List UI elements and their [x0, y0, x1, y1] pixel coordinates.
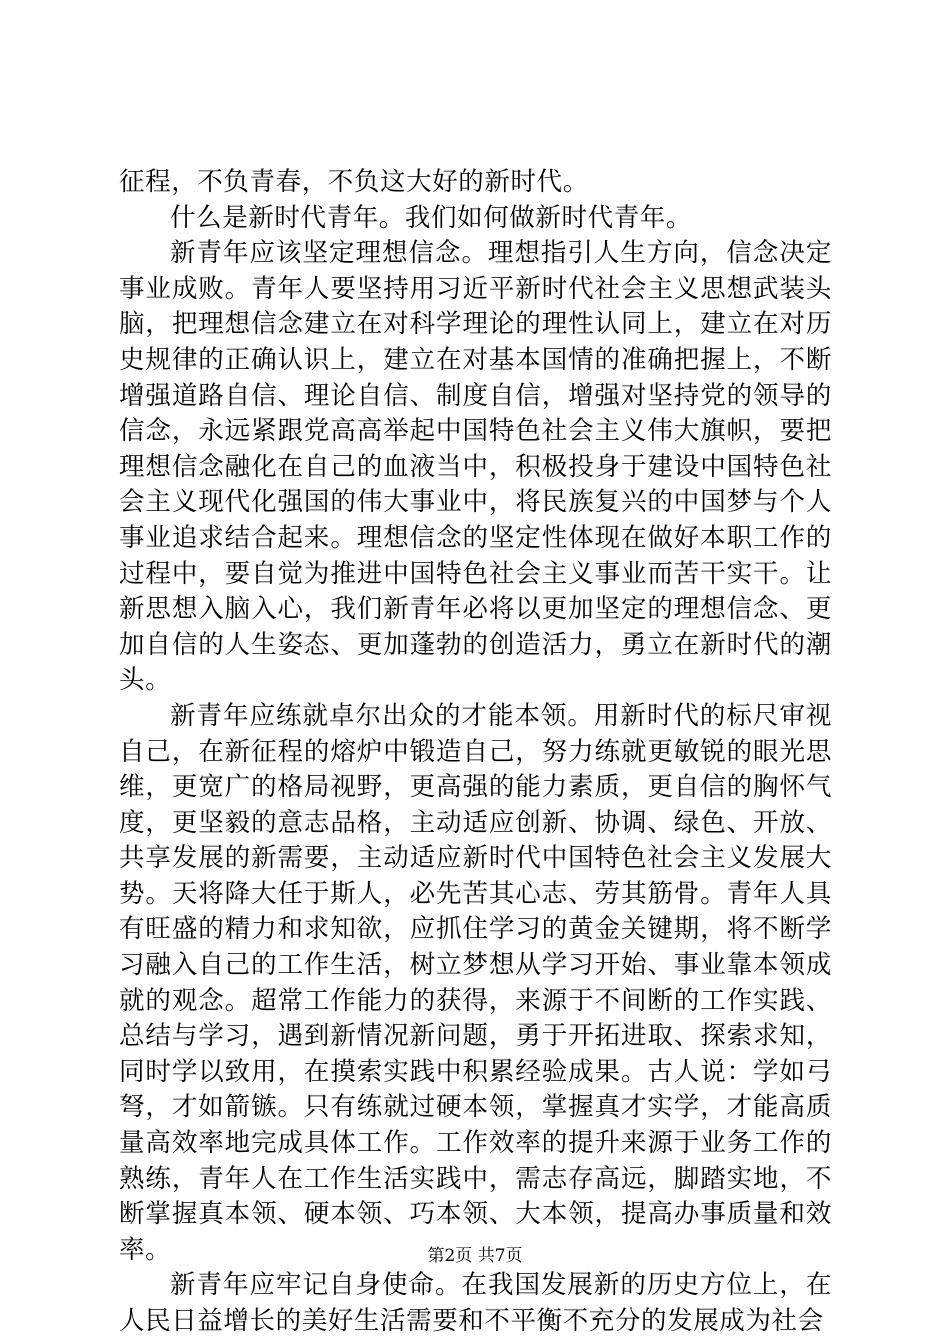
paragraph: 新青年应该坚定理想信念。理想指引人生方向，信念决定事业成败。青年人要坚持用习近平新时代社会主义思想武装头脑，把理想信念建立在对科学理论的理性认同上，建立在对历史规律的正确认识上，建立在对基本国情的准确把握上，不断增强道路自信、理论自信、制度自信，增强对坚持党的领导的信念，永远紧跟党高高举起中国特色社会主义伟大旗帜，要把理想信念融化在自己的血液当中，积极投身于建设中国特色社会主义现代化强国的伟大事业中，将民族复兴的中国梦与个人事业追求结合起来。理想信念的坚定性体现在做好本职工作的过程中，要自觉为推进中国特色社会主义事业而苦干实干。让新思想入脑入心，我们新青年必将以更加坚定的理想信念、更加自信的人生姿态、更加蓬勃的创造活力，勇立在新时代的潮头。 — [119, 238, 832, 696]
paragraph: 新青年应牢记自身使命。在我国发展新的历史方位上，在人民日益增长的美好生活需要和不平衡不充分的发展成为社会 — [119, 1270, 832, 1336]
paragraph: 新青年应练就卓尔出众的才能本领。用新时代的标尺审视自己，在新征程的熔炉中锻造自己，努力练就更敏锐的眼光思维，更宽广的格局视野，更高强的能力素质，更自信的胸怀气度，更坚毅的意志品格，主动适应创新、协调、绿色、开放、共享发展的新需要，主动适应新时代中国特色社会主义发展大势。天将降大任于斯人，必先苦其心志、劳其筋骨。青年人具有旺盛的精力和求知欲，应抓住学习的黄金关键期，将不断学习融入自己的工作生活，树立梦想从学习开始、事业靠本领成就的观念。超常工作能力的获得，来源于不间断的工作实践、总结与学习，遇到新情况新问题，勇于开拓进取、探索求知，同时学以致用，在摸索实践中积累经验成果。古人说：学如弓弩，才如箭镞。只有练就过硬本领，掌握真才实学，才能高质量高效率地完成具体工作。工作效率的提升来源于业务工作的熟练，青年人在工作生活实践中，需志存高远，脚踏实地，不断掌握真本领、硬本领、巧本领、大本领，提高办事质量和效率。 — [119, 700, 832, 1265]
body-text — [119, 165, 832, 1340]
paragraph: 征程，不负青春，不负这大好的新时代。 — [119, 167, 589, 197]
page-number-footer: 第2页 共7页 — [427, 1246, 523, 1266]
paragraph: 什么是新时代青年。我们如何做新时代青年。 — [170, 202, 693, 233]
